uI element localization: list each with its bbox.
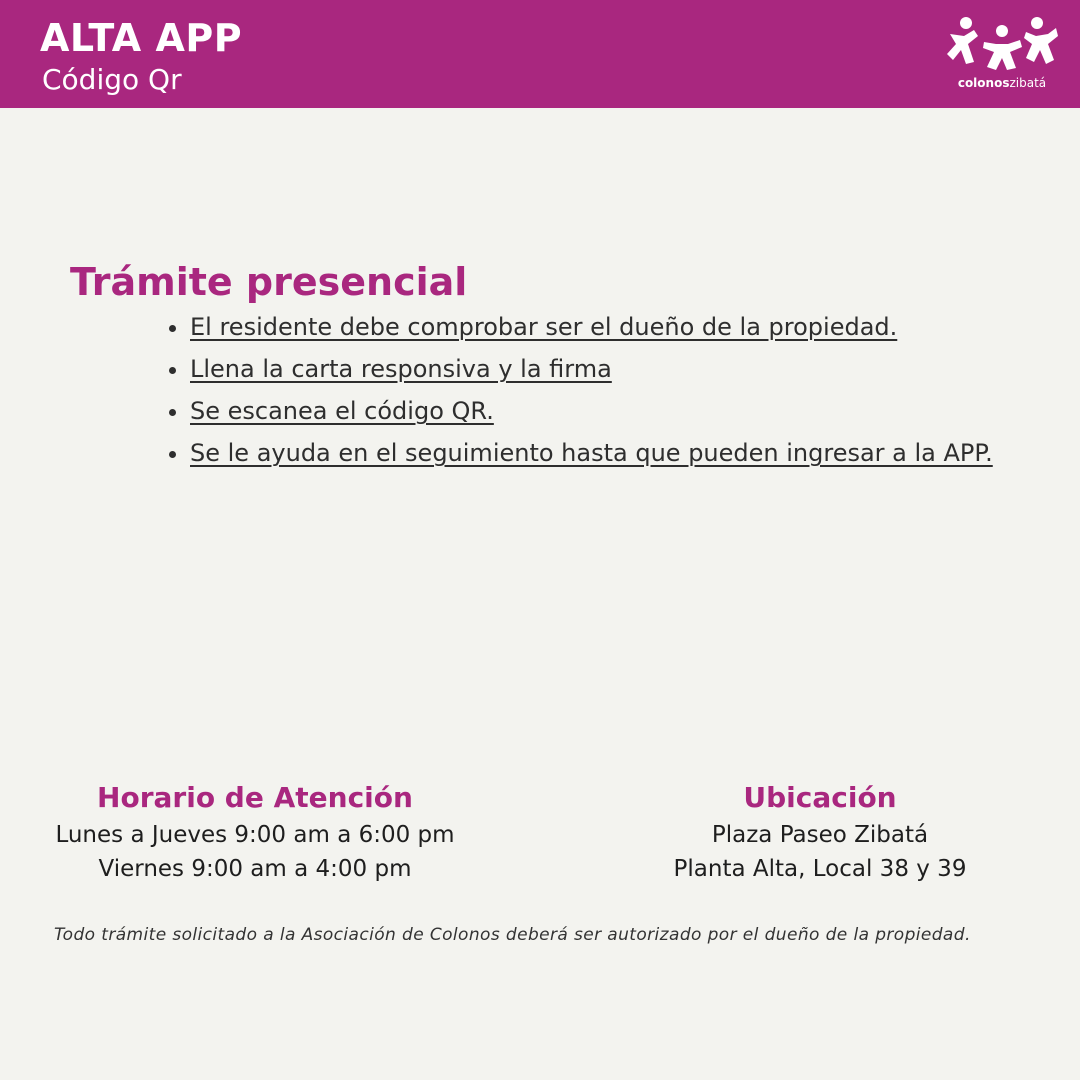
three-figures-icon — [944, 14, 1060, 74]
step-text: Se le ayuda en el seguimiento hasta que pueden ingresar a la APP. — [190, 439, 993, 467]
logo-wordmark: colonoszibatá — [957, 76, 1047, 90]
hours-line: Lunes a Jueves 9:00 am a 6:00 pm — [55, 822, 455, 848]
step-text: Llena la carta responsiva y la firma — [190, 355, 612, 383]
location-block — [600, 778, 1040, 886]
list-item — [190, 390, 1026, 432]
steps-list — [160, 306, 1026, 474]
section-title: Trámite presencial — [70, 260, 468, 304]
list-item — [190, 306, 1026, 348]
step-text: Se escanea el código QR. — [190, 397, 494, 425]
list-item — [190, 348, 1026, 390]
colonos-zibata-logo — [944, 14, 1060, 96]
header-bar — [0, 0, 1080, 108]
step-text: El residente debe comprobar ser el dueño de la propiedad. — [190, 313, 898, 341]
location-title: Ubicación — [743, 781, 897, 814]
page-title: ALTA APP — [40, 16, 243, 60]
location-line: Plaza Paseo Zibatá — [711, 822, 929, 848]
location-line: Planta Alta, Local 38 y 39 — [673, 856, 967, 882]
hours-title: Horario de Atención — [97, 781, 413, 814]
list-item — [190, 432, 1026, 474]
footnote-disclaimer: Todo trámite solicitado a la Asociación de Colonos deberá ser autorizado por el dueño de la propiedad. — [54, 925, 971, 945]
hours-block — [20, 778, 490, 886]
page-subtitle: Código Qr — [42, 63, 182, 96]
hours-line: Viernes 9:00 am a 4:00 pm — [98, 856, 412, 882]
